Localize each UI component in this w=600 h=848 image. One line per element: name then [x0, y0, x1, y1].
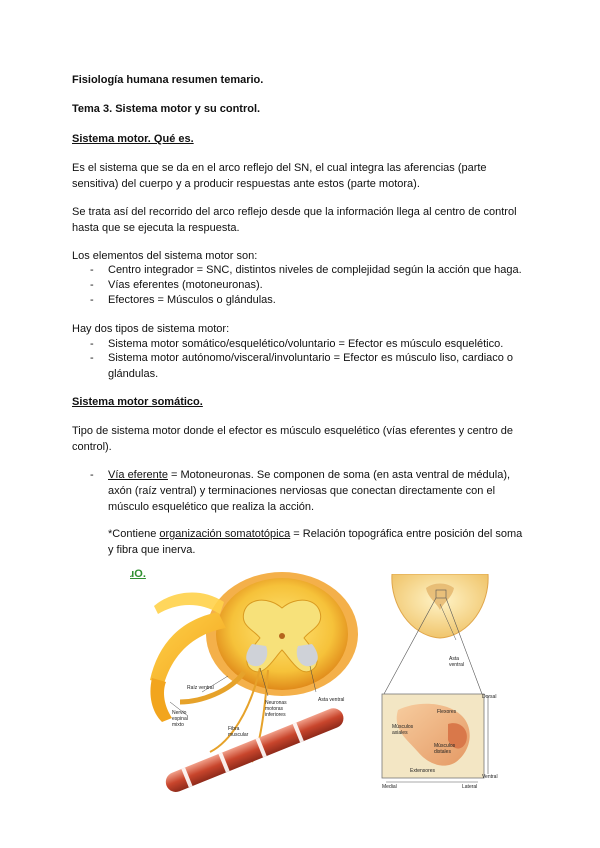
- efferent-pathway-item: [108, 467, 528, 515]
- note-description: = Relación topográfica entre posición del soma y fibra que inerva.: [108, 528, 523, 556]
- note-term: organización somatotópica: [159, 528, 291, 540]
- list-item: Efectores = Músculos o glándulas.: [108, 294, 276, 306]
- spinal-cord-illustration: [140, 572, 370, 792]
- paragraph-somatic: Tipo de sistema motor donde el efector es músculo esquelético (vías eferentes y centro de control).: [72, 425, 514, 453]
- label-extensors: Extensores: [410, 768, 436, 774]
- somatotopic-illustration: [378, 574, 518, 788]
- somatotopic-note: [108, 526, 528, 558]
- list-dash: -: [90, 338, 94, 350]
- list-dash: -: [90, 469, 94, 481]
- list-dash: -: [90, 294, 94, 306]
- paragraph-definition: Es el sistema que se da en el arco reflejo del SN, el cual integra las aferencias (parte sensitiva) del cuerpo y a producir respuestas ante estos (parte motora).: [72, 162, 487, 190]
- label-ventral-horn: Asta ventral: [318, 697, 345, 703]
- section-heading-somatic: Sistema motor somático.: [72, 396, 203, 408]
- paragraph-reflex-arc: Se trata así del recorrido del arco reflejo desde que la información llega al centro de control hasta que se ejecuta la respuesta.: [72, 206, 517, 234]
- label-lower-motor-neurons: Neuronas motoras inferiores: [265, 700, 287, 718]
- list-item: Sistema motor autónomo/visceral/involuntario = Efector es músculo liso, cardiaco o glándulas.: [108, 352, 514, 380]
- list-dash: -: [90, 279, 94, 291]
- list-dash: -: [90, 264, 94, 276]
- label-dorsal: Dorsal: [482, 694, 497, 700]
- label-ventral-horn-right: Asta ventral: [449, 656, 465, 668]
- label-medial: Medial: [382, 784, 397, 790]
- label-spinal-nerve: Nervio espinal mixto: [172, 710, 188, 728]
- figure-marker: ɹO.: [130, 568, 146, 580]
- note-prefix: *Contiene: [108, 528, 160, 540]
- section-heading-motor: Sistema motor. Qué es.: [72, 133, 194, 145]
- list-item: Vías eferentes (motoneuronas).: [108, 279, 263, 291]
- topic-heading: Tema 3. Sistema motor y su control.: [72, 103, 261, 115]
- doc-title: Fisiología humana resumen temario.: [72, 74, 264, 86]
- label-axial-muscles: Músculos axiales: [392, 724, 414, 736]
- list-dash: -: [90, 352, 94, 364]
- list-item: Sistema motor somático/esquelético/voluntario = Efector es músculo esquelético.: [108, 338, 504, 350]
- elements-intro: Los elementos del sistema motor son:: [72, 250, 258, 262]
- label-ventral: Ventral: [482, 774, 498, 780]
- efferent-term: Vía eferente: [108, 469, 168, 481]
- list-item: Centro integrador = SNC, distintos niveles de complejidad según la acción que haga.: [108, 264, 522, 276]
- label-muscle-fiber: Fibra muscular: [228, 726, 249, 738]
- types-intro: Hay dos tipos de sistema motor:: [72, 323, 230, 335]
- efferent-description: = Motoneuronas. Se componen de soma (en asta ventral de médula), axón (raíz ventral) y terminaciones nerviosas que conectan directamente con el músculo esquelético que realiza la acción.: [108, 469, 511, 513]
- label-flexors: Flexores: [437, 709, 457, 715]
- label-lateral: Lateral: [462, 784, 478, 790]
- label-ventral-root: Raíz ventral: [187, 685, 214, 691]
- label-distal-muscles: Músculos distales: [434, 743, 456, 755]
